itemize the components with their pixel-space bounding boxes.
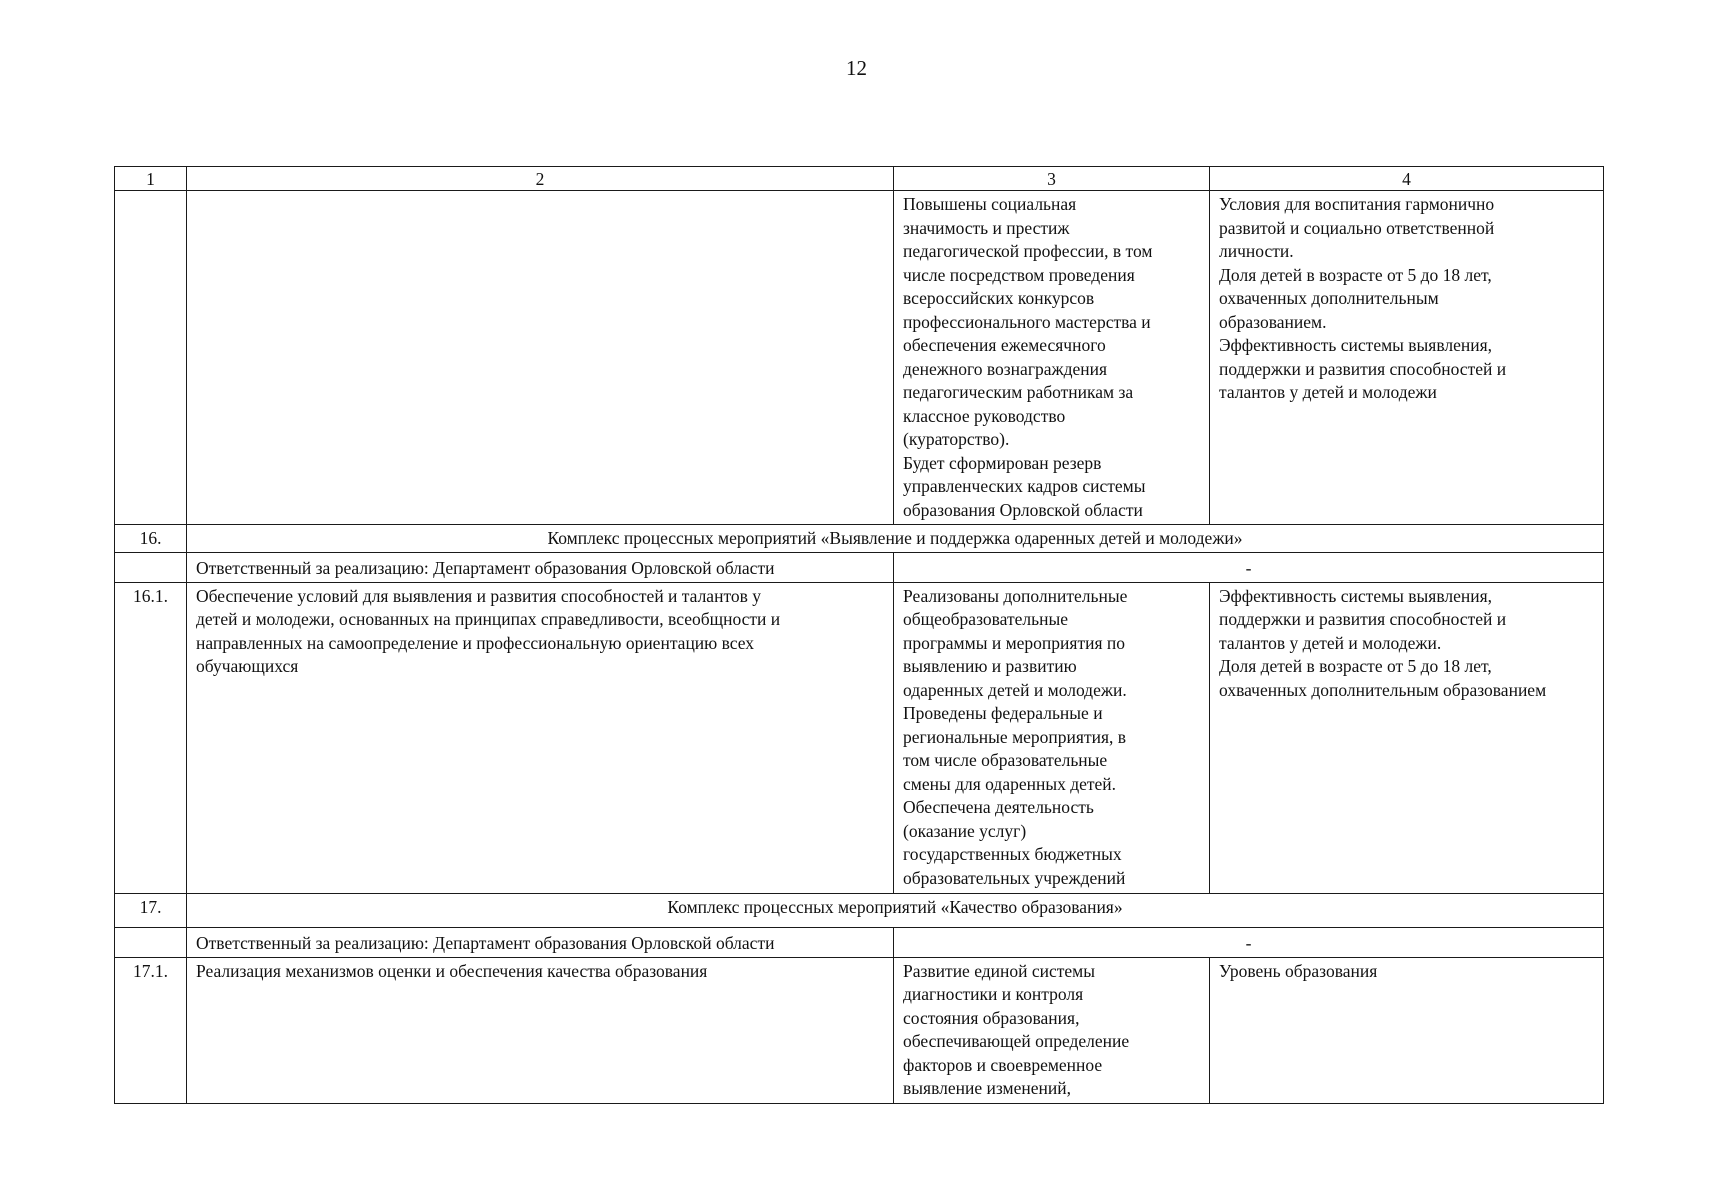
- section-16-responsible-row: [115, 552, 1604, 582]
- measures-table: [114, 166, 1604, 1104]
- column-number-2: 2: [187, 167, 894, 191]
- column-number-3: 3: [894, 167, 1210, 191]
- table-header-row: [115, 167, 1604, 191]
- section-16-number: 16.: [115, 525, 187, 553]
- item-17-1-measure: Реализация механизмов оценки и обеспечения качества образования: [187, 957, 894, 1103]
- item-16-1-row: [115, 582, 1604, 893]
- empty-cell: [115, 927, 187, 957]
- measure-cell: [187, 191, 894, 525]
- item-17-1-indicator: Уровень образования: [1210, 957, 1604, 1103]
- item-16-1-number: 16.1.: [115, 582, 187, 893]
- indicator-cell: Условия для воспитания гармонично развитой и социально ответственной личности. Доля детей в возрасте от 5 до 18 лет, охваченных дополнительным образованием. Эффективность системы выявления, поддержки и развития способностей и талантов у детей и молодежи: [1210, 191, 1604, 525]
- section-16-dash: -: [894, 552, 1604, 582]
- section-17-title: Комплекс процессных мероприятий «Качество образования»: [187, 893, 1604, 927]
- item-16-1-result: Реализованы дополнительные общеобразовательные программы и мероприятия по выявлению и развитию одаренных детей и молодежи. Проведены федеральные и региональные мероприятия, в том числе образовательные смены для одаренных детей. Обеспечена деятельность (оказание услуг) государственных бюджетных образовательных учреждений: [894, 582, 1210, 893]
- item-16-1-indicator: Эффективность системы выявления, поддержки и развития способностей и талантов у детей и молодежи. Доля детей в возрасте от 5 до 18 лет, охваченных дополнительным образованием: [1210, 582, 1604, 893]
- section-17-number: 17.: [115, 893, 187, 927]
- item-17-1-result: Развитие единой системы диагностики и контроля состояния образования, обеспечивающей определение факторов и своевременное выявление изменений,: [894, 957, 1210, 1103]
- section-17-dash: -: [894, 927, 1604, 957]
- page-number: 12: [846, 56, 867, 80]
- column-number-1: 1: [115, 167, 187, 191]
- table-row: [115, 191, 1604, 525]
- section-16-responsible: Ответственный за реализацию: Департамент образования Орловской области: [187, 552, 894, 582]
- result-cell: Повышены социальная значимость и престиж педагогической профессии, в том числе посредством проведения всероссийских конкурсов профессионального мастерства и обеспечения ежемесячного денежного вознаграждения педагогическим работникам за классное руководство (кураторство). Будет сформирован резерв управленческих кадров системы образования Орловской области: [894, 191, 1210, 525]
- section-16-row: [115, 525, 1604, 553]
- item-17-1-row: [115, 957, 1604, 1103]
- item-16-1-measure: Обеспечение условий для выявления и развития способностей и талантов у детей и молодежи, основанных на принципах справедливости, всеобщности и направленных на самоопределение и профессиональную ориентацию всех обучающихся: [187, 582, 894, 893]
- section-17-responsible-row: [115, 927, 1604, 957]
- empty-cell: [115, 552, 187, 582]
- section-17-responsible: Ответственный за реализацию: Департамент образования Орловской области: [187, 927, 894, 957]
- section-17-row: [115, 893, 1604, 927]
- column-number-4: 4: [1210, 167, 1604, 191]
- section-16-title: Комплекс процессных мероприятий «Выявление и поддержка одаренных детей и молодежи»: [187, 525, 1604, 553]
- item-17-1-number: 17.1.: [115, 957, 187, 1103]
- row-number: [115, 191, 187, 525]
